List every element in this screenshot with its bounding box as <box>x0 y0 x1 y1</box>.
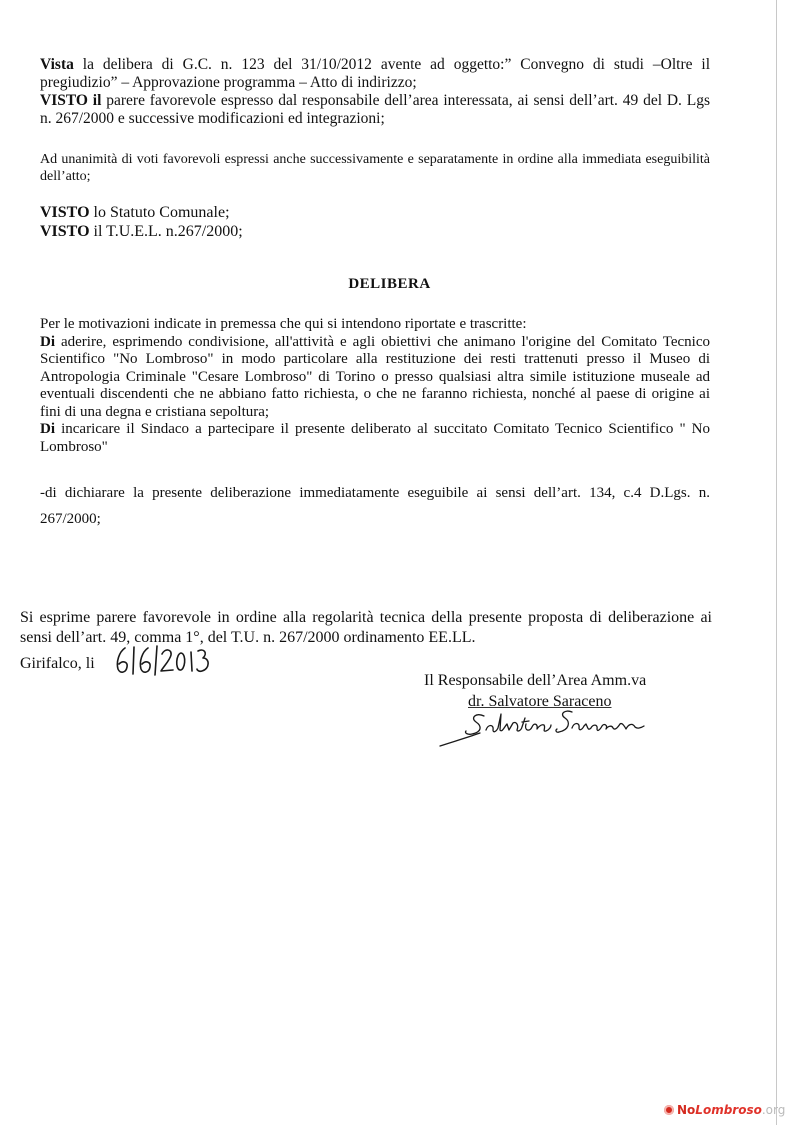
immediate-execution-text: -di dichiarare la presente deliberazione immediatamente eseguibile ai sensi dell’art. 134, c.4 D.Lgs. n. 267/2000; <box>40 485 710 527</box>
watermark-no: No <box>677 1103 696 1117</box>
visto-tuel-text: il T.U.E.L. n.267/2000; <box>89 223 243 240</box>
vista-label: Vista <box>40 56 74 73</box>
di2-text: incaricare il Sindaco a partecipare il presente deliberato al succitato Comitato Tecnico Scientifico " No Lombroso" <box>40 421 710 455</box>
visto-parere-label: VISTO il <box>40 92 102 109</box>
visto-tuel-label: VISTO <box>40 223 90 240</box>
preamble-visto-list <box>40 203 710 241</box>
delibera-heading: DELIBERA <box>348 276 431 292</box>
di2-label: Di <box>40 421 55 437</box>
visto-parere-text: parere favorevole espresso dal responsabile dell’area interessata, ai sensi dell’art. 49 del D. Lgs n. 267/2000 e successive modificazioni ed integrazioni; <box>40 92 710 127</box>
preamble-vista-delibera <box>40 56 710 128</box>
di1-text: aderire, esprimendo condivisione, all'attività e agli obiettivi che animano l'origine del Comitato Tecnico Scientifico "No Lombroso" in modo particolare alla restituzione dei resti trattenuti presso il Museo di Antropologia Criminale "Cesare Lombroso" di Torino o presso qualsiasi altra simile istituzione museale ad eventuali discendenti che ne abbiano fatto richiesta, o che ne faranno richiesta, nonché al paese di origine ai fini di una degna e cristiana sepoltura; <box>40 333 710 420</box>
resolution-intro: Per le motivazioni indicate in premessa che qui si intendono riportate e trascritte: <box>40 316 527 332</box>
handwritten-signature <box>438 700 708 752</box>
visto-statuto-text: lo Statuto Comunale; <box>89 204 230 221</box>
signatory-name: dr. Salvatore Saraceno <box>468 693 612 710</box>
place-date-label: Girifalco, li <box>20 655 95 672</box>
di1-label: Di <box>40 333 55 350</box>
watermark-lombroso: Lombroso <box>695 1103 762 1117</box>
page-edge <box>776 0 777 1125</box>
vista-text: la delibera di G.C. n. 123 del 31/10/2012 avente ad oggetto:” Convegno di studi –Oltre il pregiudizio” – Approvazione programma – Atto di indirizzo; <box>40 56 710 91</box>
resolution-body <box>40 316 710 456</box>
unanimity-paragraph <box>40 151 710 185</box>
handwritten-date <box>112 642 222 678</box>
nolombroso-logo-icon <box>664 1105 674 1115</box>
immediate-execution <box>40 480 710 532</box>
unanimity-text: Ad unanimità di voti favorevoli espressi anche successivamente e separatamente in ordine alla immediata eseguibilità dell’atto; <box>40 152 710 184</box>
watermark-org: .org <box>761 1103 785 1117</box>
signatory-title: Il Responsabile dell’Area Amm.va <box>424 672 647 689</box>
technical-opinion-text: Si esprime parere favorevole in ordine alla regolarità tecnica della presente proposta di deliberazione ai sensi dell’art. 49, comma 1°, del T.U. n. 267/2000 ordinamento EE.LL. <box>20 609 712 646</box>
nolombroso-watermark <box>664 1103 785 1117</box>
visto-statuto-label: VISTO <box>40 204 90 221</box>
